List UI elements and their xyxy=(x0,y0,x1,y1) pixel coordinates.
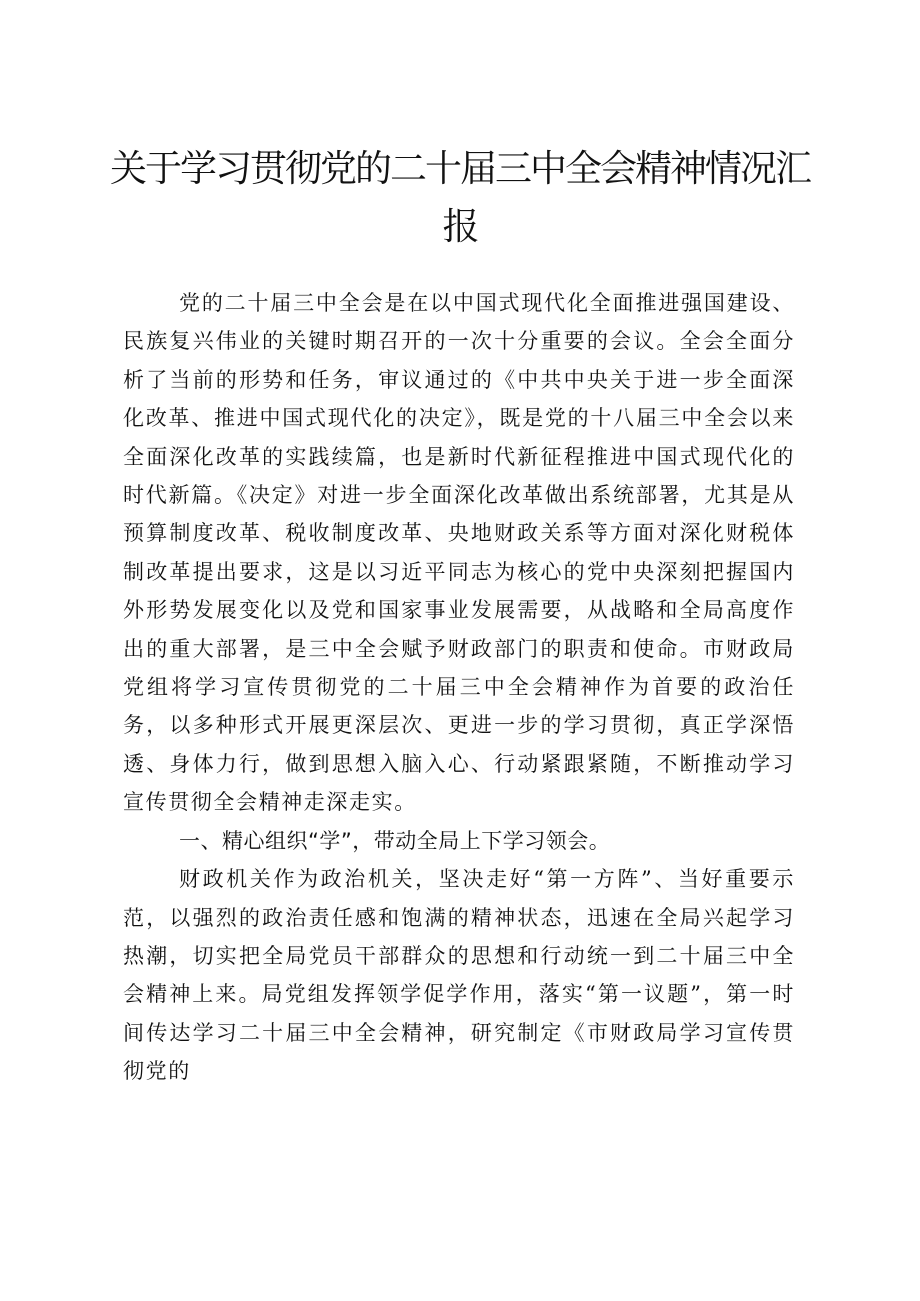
document-title: 关于学习贯彻党的二十届三中全会精神情况汇报 xyxy=(110,147,810,248)
section-heading-1: 一、精心组织“学”，带动全局上下学习领会。 xyxy=(179,828,611,853)
intro-paragraph: 党的二十届三中全会是在以中国式现代化全面推进强国建设、民族复兴伟业的关键时期召开的一次十分重要的会议。全会全面分析了当前的形势和任务，审议通过的《中共中央关于进一步全面深化改革、推进中国式现代化的决定》，既是党的十八届三中全会以来全面深化改革的实践续篇，也是新时代新征程推进中国式现代化的时代新篇。《决定》对进一步全面深化改革做出系统部署，尤其是从预算制度改革、税收制度改革、央地财政关系等方面对深化财税体制改革提出要求，这是以习近平同志为核心的党中央深刻把握国内外形势发展变化以及党和国家事业发展需要，从战略和全局高度作出的重大部署，是三中全会赋予财政部门的职责和使命。市财政局党组将学习宣传贯彻党的二十届三中全会精神作为首要的政治任务，以多种形式开展更深层次、更进一步的学习贯彻，真正学深悟透、身体力行，做到思想入脑入心、行动紧跟紧随，不断推动学习宣传贯彻全会精神走深走实。 xyxy=(123,291,795,815)
section-paragraph-1: 财政机关作为政治机关，坚决走好“第一方阵”、当好重要示范，以强烈的政治责任感和饱满的精神状态，迅速在全局兴起学习热潮，切实把全局党员干部群众的思想和行动统一到二十届三中全会精神上来。局党组发挥领学促学作用，落实“第一议题”，第一时间传达学习二十届三中全会精神，研究制定《市财政局学习宣传贯彻党的 xyxy=(123,867,795,1084)
document-body xyxy=(123,284,795,1091)
